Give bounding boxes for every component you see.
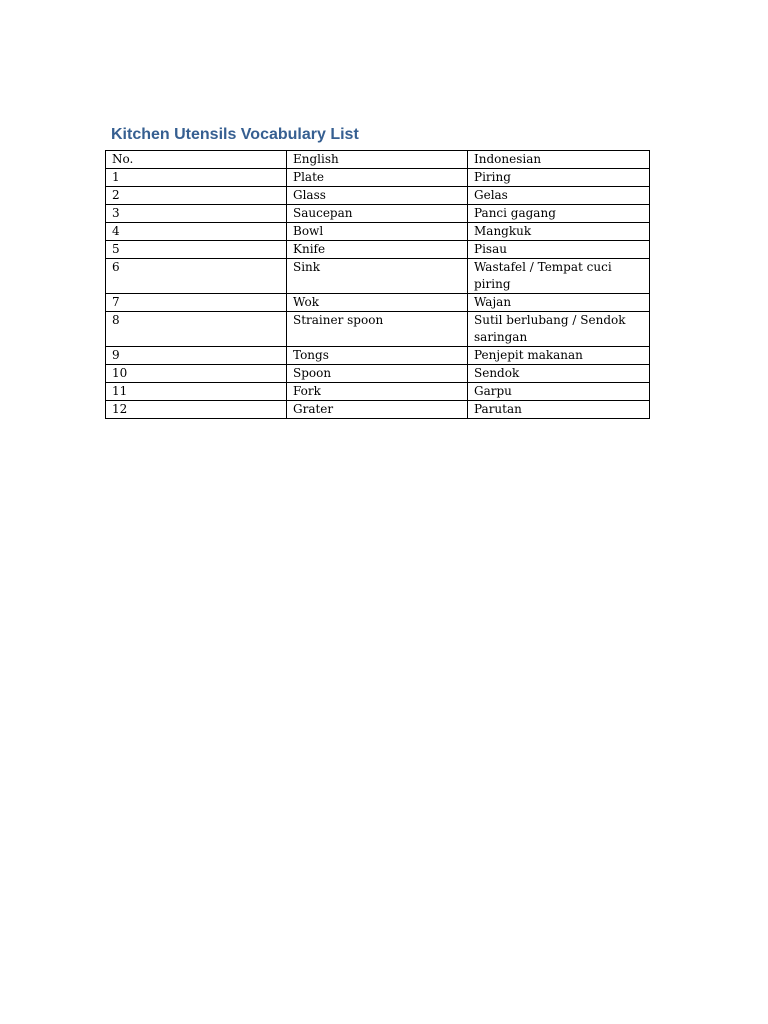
row-indonesian: Wajan: [468, 294, 650, 312]
row-number: 3: [106, 205, 287, 223]
row-english: Wok: [287, 294, 468, 312]
header-cell-indonesian: Indonesian: [468, 151, 650, 169]
row-english: Fork: [287, 383, 468, 401]
header-cell-english: English: [287, 151, 468, 169]
table-row: [106, 347, 650, 365]
table-row: [106, 383, 650, 401]
row-number: 1: [106, 169, 287, 187]
row-indonesian: Wastafel / Tempat cuci piring: [468, 259, 650, 294]
row-indonesian: Parutan: [468, 401, 650, 419]
row-number: 7: [106, 294, 287, 312]
header-cell-number: No.: [106, 151, 287, 169]
row-indonesian: Garpu: [468, 383, 650, 401]
row-indonesian: Mangkuk: [468, 223, 650, 241]
row-number: 11: [106, 383, 287, 401]
table-row: [106, 365, 650, 383]
row-english: Plate: [287, 169, 468, 187]
table-row: [106, 205, 650, 223]
row-indonesian: Sendok: [468, 365, 650, 383]
row-number: 4: [106, 223, 287, 241]
row-english: Sink: [287, 259, 468, 294]
row-english: Spoon: [287, 365, 468, 383]
row-english: Grater: [287, 401, 468, 419]
table-row: [106, 187, 650, 205]
document-title: Kitchen Utensils Vocabulary List: [111, 126, 359, 143]
row-number: 8: [106, 312, 287, 347]
row-number: 2: [106, 187, 287, 205]
table-row: [106, 312, 650, 347]
row-english: Bowl: [287, 223, 468, 241]
vocabulary-table: [105, 150, 650, 419]
row-number: 12: [106, 401, 287, 419]
table-row: [106, 259, 650, 294]
row-indonesian: Pisau: [468, 241, 650, 259]
row-english: Saucepan: [287, 205, 468, 223]
row-indonesian: Sutil berlubang / Sendok saringan: [468, 312, 650, 347]
table-row: [106, 401, 650, 419]
row-indonesian: Piring: [468, 169, 650, 187]
table-header-row: [106, 151, 650, 169]
table-row: [106, 223, 650, 241]
table-row: [106, 241, 650, 259]
table-row: [106, 169, 650, 187]
row-english: Strainer spoon: [287, 312, 468, 347]
row-indonesian: Panci gagang: [468, 205, 650, 223]
row-indonesian: Gelas: [468, 187, 650, 205]
row-number: 9: [106, 347, 287, 365]
table-row: [106, 294, 650, 312]
row-indonesian: Penjepit makanan: [468, 347, 650, 365]
row-english: Glass: [287, 187, 468, 205]
row-number: 5: [106, 241, 287, 259]
row-english: Knife: [287, 241, 468, 259]
row-number: 6: [106, 259, 287, 294]
row-number: 10: [106, 365, 287, 383]
row-english: Tongs: [287, 347, 468, 365]
